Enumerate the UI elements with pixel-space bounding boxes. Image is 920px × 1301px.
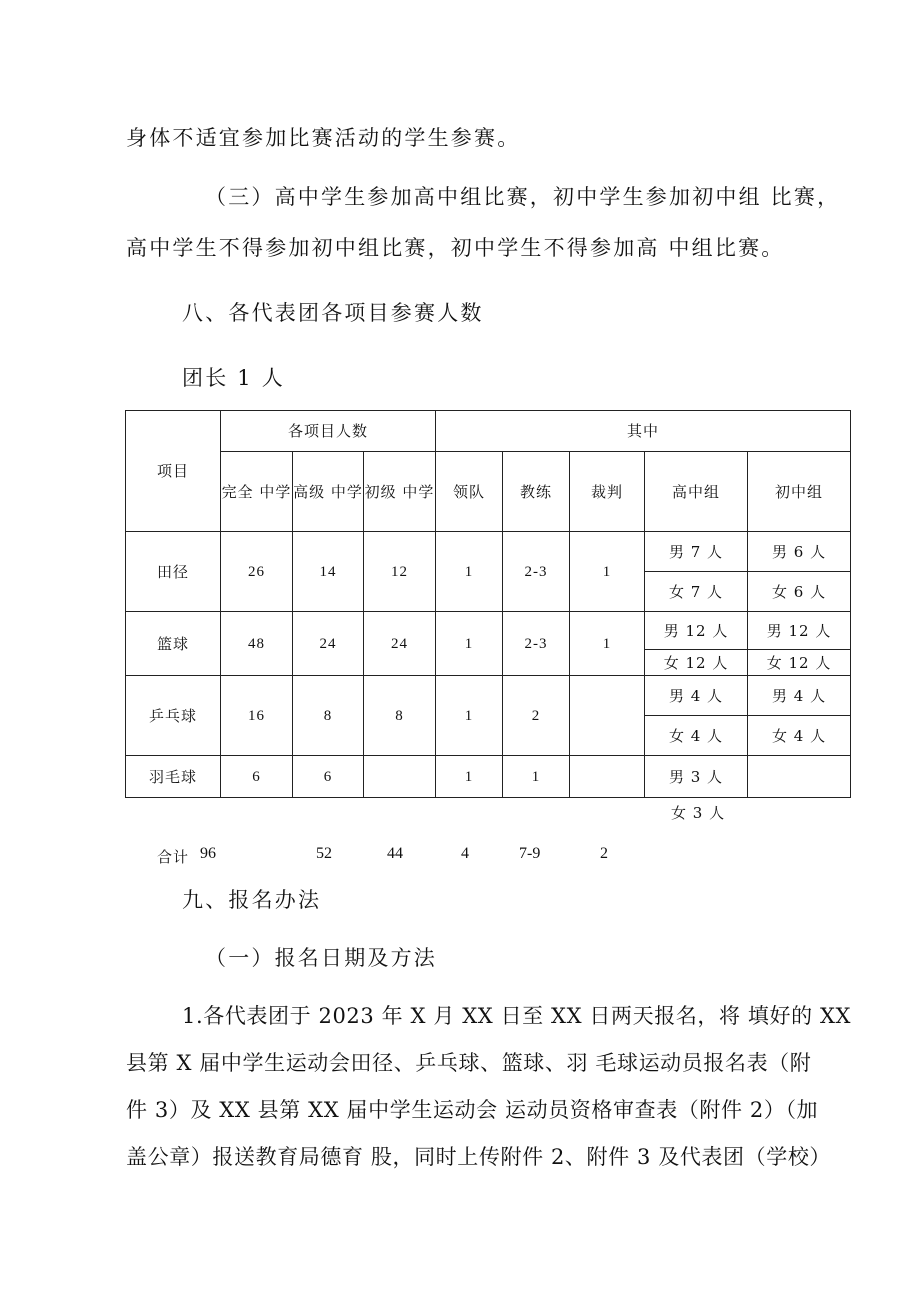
header-high-group: 高中组 [645, 452, 748, 532]
cell-leader: 1 [436, 676, 503, 756]
paragraph-line: 高中学生不得参加初中组比赛，初中学生不得参加高 中组比赛。 [126, 236, 785, 260]
table-row [126, 756, 851, 798]
paragraph-line: 身体不适宜参加比赛活动的学生参赛。 [126, 126, 521, 150]
header-senior-school: 高级 中学 [293, 452, 364, 532]
cell-referee [570, 756, 645, 798]
cell-referee [570, 676, 645, 756]
cell-senior: 24 [293, 612, 364, 676]
cell-leader: 1 [436, 532, 503, 612]
row-name: 田径 [126, 532, 221, 612]
cell-senior: 14 [293, 532, 364, 612]
paragraph-line: 件 3）及 XX 县第 XX 届中学生运动会 运动员资格审查表（附件 2）（加 [126, 1098, 819, 1122]
row-name: 篮球 [126, 612, 221, 676]
header-full-school: 完全 中学 [221, 452, 293, 532]
cell-junior: 24 [364, 612, 436, 676]
header-item: 项目 [126, 411, 221, 532]
section-heading: 九、报名办法 [182, 888, 322, 912]
cell-coach: 1 [503, 756, 570, 798]
cell-coach: 2 [503, 676, 570, 756]
cell-referee: 1 [570, 532, 645, 612]
cell-high-female: 女 7 人 [645, 572, 748, 612]
cell-mid-male: 男 12 人 [748, 612, 851, 650]
cell-high-female: 女 12 人 [645, 650, 748, 676]
cell-referee: 1 [570, 612, 645, 676]
paragraph-line: 1.各代表团于 2023 年 X 月 XX 日至 XX 日两天报名，将 填好的 XX [182, 1004, 852, 1028]
total-leader: 4 [461, 845, 469, 862]
cell-coach: 2-3 [503, 532, 570, 612]
cell-mid-male: 男 6 人 [748, 532, 851, 572]
paragraph-line: 县第 X 届中学生运动会田径、乒乓球、篮球、羽 毛球运动员报名表（附 [126, 1051, 812, 1075]
header-among-group: 其中 [436, 411, 851, 452]
cell-full: 26 [221, 532, 293, 612]
header-referee: 裁判 [570, 452, 645, 532]
cell-leader: 1 [436, 612, 503, 676]
table-row [126, 676, 851, 716]
leader-count: 团长 1 人 [182, 366, 285, 390]
subsection-heading: （一）报名日期及方法 [205, 946, 437, 970]
total-senior: 52 [316, 845, 332, 862]
cell-high-male: 男 12 人 [645, 612, 748, 650]
table-row [126, 532, 851, 572]
cell-junior [364, 756, 436, 798]
participants-table [125, 410, 851, 798]
cell-senior: 6 [293, 756, 364, 798]
row-name: 羽毛球 [126, 756, 221, 798]
cell-junior: 12 [364, 532, 436, 612]
total-full: 96 [200, 845, 216, 862]
cell-high-female-overflow: 女 3 人 [671, 804, 726, 822]
cell-full: 6 [221, 756, 293, 798]
paragraph-line: （三）高中学生参加高中组比赛，初中学生参加初中组 比赛， [205, 185, 841, 209]
cell-mid-female: 女 4 人 [748, 716, 851, 756]
paragraph-line: 盖公章）报送教育局德育 股，同时上传附件 2、附件 3 及代表团（学校） [126, 1145, 832, 1169]
cell-high-male: 男 7 人 [645, 532, 748, 572]
total-coach: 7-9 [519, 845, 541, 862]
cell-leader: 1 [436, 756, 503, 798]
header-leader: 领队 [436, 452, 503, 532]
cell-full: 48 [221, 612, 293, 676]
cell-coach: 2-3 [503, 612, 570, 676]
total-junior: 44 [387, 845, 403, 862]
cell-mid-male [748, 756, 851, 798]
cell-senior: 8 [293, 676, 364, 756]
table-row [126, 612, 851, 650]
section-heading: 八、各代表团各项目参赛人数 [182, 301, 484, 325]
total-label: 合计 [157, 848, 190, 866]
cell-mid-female: 女 12 人 [748, 650, 851, 676]
header-counts-group: 各项目人数 [221, 411, 436, 452]
cell-junior: 8 [364, 676, 436, 756]
cell-full: 16 [221, 676, 293, 756]
cell-high-male: 男 4 人 [645, 676, 748, 716]
header-junior-school: 初级 中学 [364, 452, 436, 532]
cell-mid-female: 女 6 人 [748, 572, 851, 612]
header-coach: 教练 [503, 452, 570, 532]
header-middle-group: 初中组 [748, 452, 851, 532]
row-name: 乒乓球 [126, 676, 221, 756]
cell-mid-male: 男 4 人 [748, 676, 851, 716]
total-referee: 2 [600, 845, 608, 862]
cell-high-female: 女 4 人 [645, 716, 748, 756]
cell-high-male: 男 3 人 [645, 756, 748, 798]
